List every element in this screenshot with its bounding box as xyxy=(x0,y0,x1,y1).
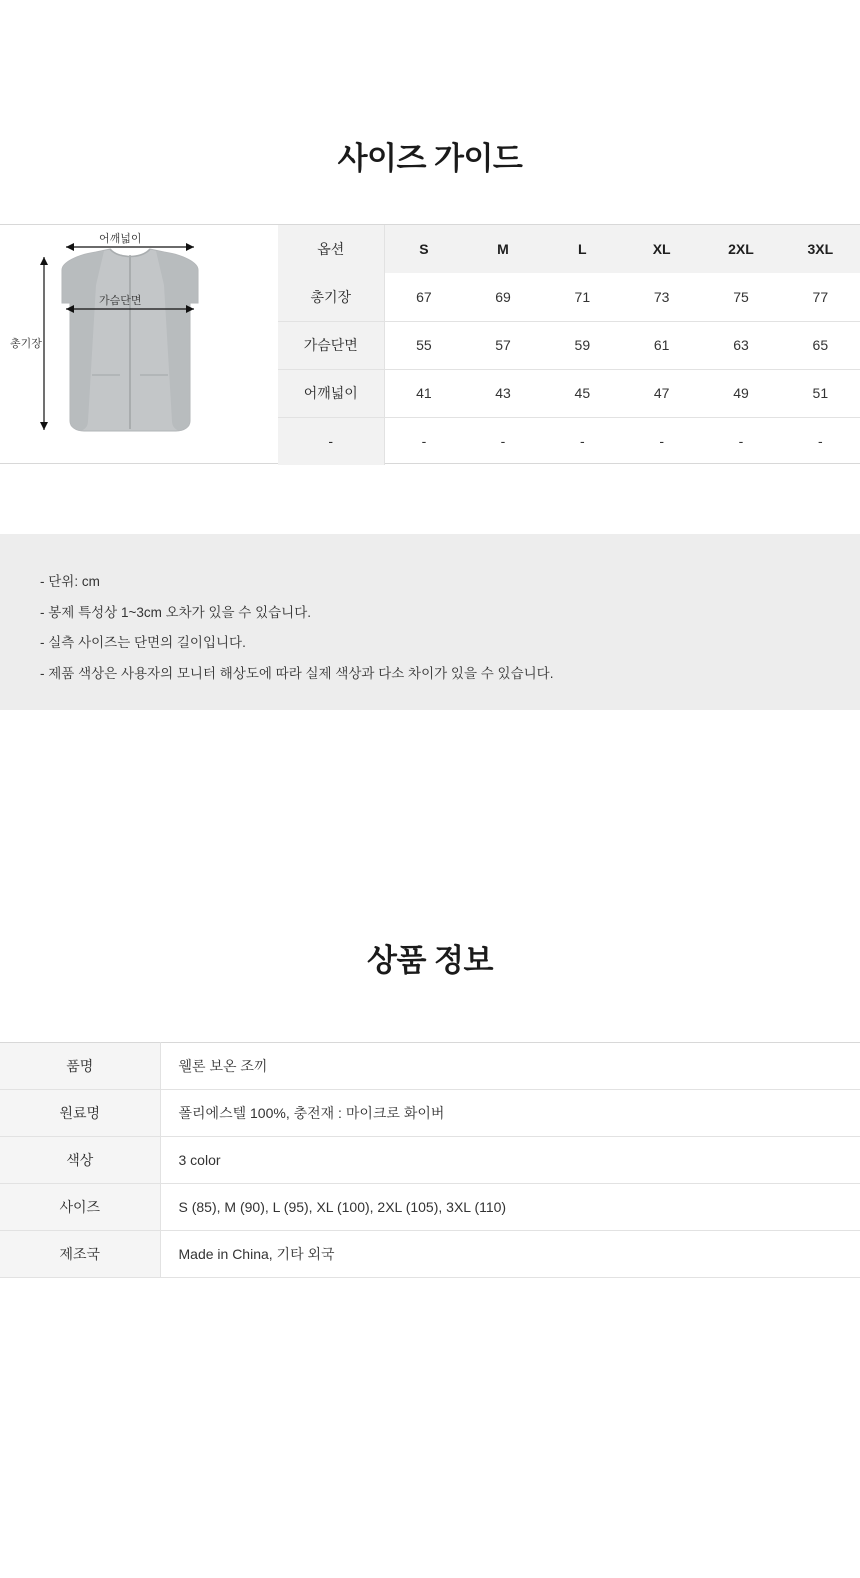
info-label-name: 품명 xyxy=(0,1043,160,1090)
size-cell-length-s: 67 xyxy=(384,273,463,321)
size-table-header-option: 옵션 xyxy=(278,225,384,273)
size-cell-length-2xl: 75 xyxy=(701,273,780,321)
note-measurement: - 실측 사이즈는 단면의 길이입니다. xyxy=(40,635,246,651)
table-row xyxy=(0,1090,860,1137)
size-cell-chest-s: 55 xyxy=(384,321,463,369)
size-table-header-2xl: 2XL xyxy=(701,225,780,273)
info-value-material: 폴리에스텔 100%, 충전재 : 마이크로 화이버 xyxy=(160,1090,860,1137)
size-cell-chest-l: 59 xyxy=(543,321,622,369)
size-table-header-row xyxy=(278,225,860,273)
table-row xyxy=(0,1231,860,1278)
size-table-header-l: L xyxy=(543,225,622,273)
size-cell-chest-3xl: 65 xyxy=(781,321,860,369)
size-cell-empty-s: - xyxy=(421,433,427,450)
note-color: - 제품 색상은 사용자의 모니터 해상도에 따라 실제 색상과 다소 차이가 있을 수 있습니다. xyxy=(40,665,554,681)
info-value-origin: Made in China, 기타 외국 xyxy=(160,1231,860,1278)
note-unit: - 단위: cm xyxy=(40,574,100,589)
figure-label-chest: 가슴단면 xyxy=(99,295,142,308)
size-cell-chest-m: 57 xyxy=(463,321,542,369)
size-cell-chest-2xl: 63 xyxy=(701,321,780,369)
size-cell-length-l: 71 xyxy=(543,273,622,321)
size-cell-empty-2xl: - xyxy=(738,433,744,450)
size-cell-empty-xl: - xyxy=(659,433,664,450)
info-label-material: 원료명 xyxy=(0,1090,160,1137)
table-row xyxy=(278,321,860,369)
table-row xyxy=(278,417,860,465)
figure-label-shoulder: 어깨넓이 xyxy=(99,233,142,246)
size-row-label-length: 총기장 xyxy=(278,273,384,321)
size-cell-empty-m: - xyxy=(500,433,506,450)
table-row xyxy=(0,1137,860,1184)
vest-figure xyxy=(0,225,278,463)
size-cell-length-m: 69 xyxy=(463,273,542,321)
size-guide-notes xyxy=(0,534,860,710)
size-table-header-m: M xyxy=(463,225,542,273)
info-value-size: S (85), M (90), L (95), XL (100), 2XL (105), 3XL (110) xyxy=(160,1184,860,1231)
size-table-header-s: S xyxy=(384,225,463,273)
size-guide-block xyxy=(0,224,860,464)
size-row-label-chest: 가슴단면 xyxy=(278,321,384,369)
size-cell-chest-xl: 61 xyxy=(622,321,701,369)
info-label-size: 사이즈 xyxy=(0,1184,160,1231)
size-row-label-empty: - xyxy=(278,417,384,465)
info-value-color: 3 color xyxy=(160,1137,860,1184)
info-label-color: 색상 xyxy=(0,1137,160,1184)
product-info-table xyxy=(0,1042,860,1278)
size-cell-shoulder-xl: 47 xyxy=(622,369,701,417)
size-cell-shoulder-l: 45 xyxy=(543,369,622,417)
size-cell-shoulder-s: 41 xyxy=(384,369,463,417)
table-row xyxy=(278,273,860,321)
figure-label-length: 총기장 xyxy=(10,338,42,351)
size-table-header-xl: XL xyxy=(622,225,701,273)
info-label-origin: 제조국 xyxy=(0,1231,160,1278)
note-tolerance: - 봉제 특성상 1~3cm 오차가 있을 수 있습니다. xyxy=(40,604,312,620)
size-cell-empty-3xl: - xyxy=(817,433,823,450)
size-table-header-3xl: 3XL xyxy=(781,225,860,273)
size-guide-title: 사이즈 가이드 xyxy=(337,141,523,176)
table-row xyxy=(0,1184,860,1231)
size-cell-empty-l: - xyxy=(579,433,585,450)
size-table xyxy=(278,225,860,465)
size-cell-shoulder-m: 43 xyxy=(463,369,542,417)
table-row xyxy=(278,369,860,417)
size-cell-shoulder-2xl: 49 xyxy=(701,369,780,417)
product-info-title: 상품 정보 xyxy=(367,943,493,978)
size-cell-length-xl: 73 xyxy=(622,273,701,321)
size-cell-shoulder-3xl: 51 xyxy=(781,369,860,417)
info-value-name: 웰론 보온 조끼 xyxy=(160,1043,860,1090)
size-cell-length-3xl: 77 xyxy=(781,273,860,321)
size-row-label-shoulder: 어깨넓이 xyxy=(278,369,384,417)
table-row xyxy=(0,1043,860,1090)
